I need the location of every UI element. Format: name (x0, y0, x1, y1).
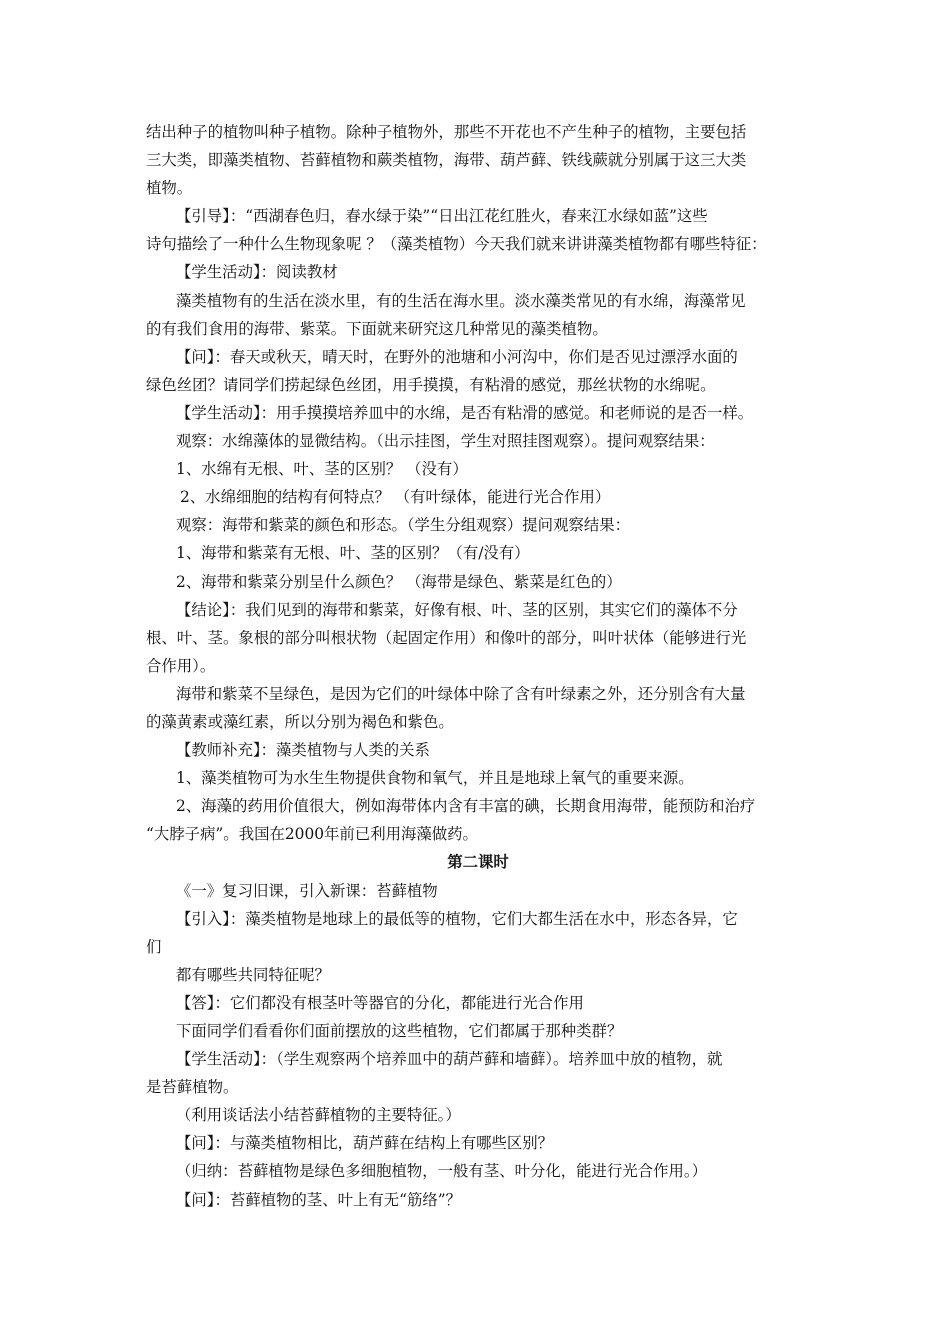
text-line: 2、海带和紫菜分别呈什么颜色？ （海带是绿色、紫菜是红色的） (176, 572, 622, 591)
text-line: 海带和紫菜不呈绿色，是因为它们的叶绿体中除了含有叶绿素之外，还分别含有大量 (176, 684, 746, 703)
text-line: 观察：海带和紫菜的颜色和形态。（学生分组观察）提问观察结果： (176, 516, 631, 535)
text-line: 【引导】：“西湖春色归，春水绿于染”“日出江花红胜火，春来江水绿如蓝”这些 (176, 207, 708, 226)
text-line: 藻类植物有的生活在淡水里，有的生活在海水里。淡水藻类常见的有水绵，海藻常见 (176, 291, 746, 310)
text-line: 1、藻类植物可为水生生物提供食物和氧气，并且是地球上氧气的重要来源。 (176, 769, 694, 788)
text-line: 三大类，即藻类植物、苔藓植物和蕨类植物，海带、葫芦藓、铁线蕨就分别属于这三大类 (146, 151, 747, 170)
text-line: 【问】：与藻类植物相比，葫芦藓在结构上有哪些区别？ (176, 1134, 554, 1153)
text-line: 都有哪些共同特征呢？ (176, 965, 330, 984)
text-line: 诗句描绘了一种什么生物现象呢 ？（藻类植物）今天我们就来讲讲藻类植物都有哪些特征： (146, 235, 767, 254)
text-line: 2、海藻的药用价值很大，例如海带体内含有丰富的碘，长期食用海带，能预防和治疗 (176, 797, 756, 816)
text-line: 1、水绵有无根、叶、茎的区别？ （没有） (176, 460, 468, 479)
text-line: 结出种子的植物叫种子植物。除种子植物外，那些不开花也不产生种子的植物，主要包括 (146, 123, 747, 141)
text-line: 【问】：春天或秋天，晴天时，在野外的池塘和小河沟中，你们是否见过漂浮水面的 (176, 347, 738, 366)
text-line: （利用谈话法小结苔藓植物的主要特征。） (176, 1106, 461, 1125)
text-line: 【教师补充】：藻类植物与人类的关系 (176, 741, 430, 760)
text-line: 根、叶、茎。象根的部分叫根状物（起固定作用）和像叶的部分，叫叶状体（能够进行光 (146, 628, 747, 647)
text-line: 绿色丝团？请同学们捞起绿色丝团，用手摸摸，有粘滑的感觉，那丝状物的水绵呢。 (146, 375, 716, 394)
text-line: 1、海带和紫菜有无根、叶、茎的区别？（有/没有） (176, 544, 530, 563)
text-line: 【结论】：我们见到的海带和紫菜，好像有根、叶、茎的区别，其实它们的藻体不分 (176, 600, 738, 619)
text-line: 【学生活动】：（学生观察两个培养皿中的葫芦藓和墙藓）。培养皿中放的植物，就 (176, 1050, 723, 1069)
text-line: 下面同学们看看你们面前摆放的这些植物，它们都属于那种类群？ (176, 1022, 623, 1040)
text-line: 合作用）。 (146, 656, 216, 675)
text-line: 【问】：苔藓植物的茎、叶上有无“筋络”？ (176, 1190, 462, 1209)
text-line: 的藻黄素或藻红素，所以分别为褐色和紫色。 (146, 712, 454, 731)
text-line: 是苔藓植物。 (146, 1078, 239, 1097)
text-line: （归纳：苔藓植物是绿色多细胞植物，一般有茎、叶分化，能进行光合作用。） (176, 1162, 707, 1181)
section-heading: 第二课时 (447, 853, 509, 872)
text-line: 【学生活动】：用手摸摸培养皿中的水绵，是否有粘滑的感觉。和老师说的是否一样。 (176, 403, 754, 422)
text-line: 【答】：它们都没有根茎叶等器官的分化，都能进行光合作用 (176, 993, 584, 1012)
text-line: “大脖子病”。我国在2000年前已利用海藻做药。 (146, 825, 478, 844)
text-line: 《一》复习旧课，引入新课：苔藓植物 (176, 881, 438, 900)
text-line: 植物。 (146, 179, 193, 198)
text-line: 观察：水绵藻体的显微结构。（出示挂图，学生对照挂图观察）。提问观察结果： (176, 432, 715, 451)
text-line: 2、水绵细胞的结构有何特点？ （有叶绿体，能进行光合作用） (180, 488, 611, 507)
text-line: 【引入】：藻类植物是地球上的最低等的植物，它们大都生活在水中，形态各异，它 (176, 909, 738, 928)
text-line: 们 (146, 937, 162, 956)
text-line: 的有我们食用的海带、紫菜。下面就来研究这几种常见的藻类植物。 (146, 319, 608, 338)
text-line: 【学生活动】：阅读教材 (176, 263, 338, 282)
